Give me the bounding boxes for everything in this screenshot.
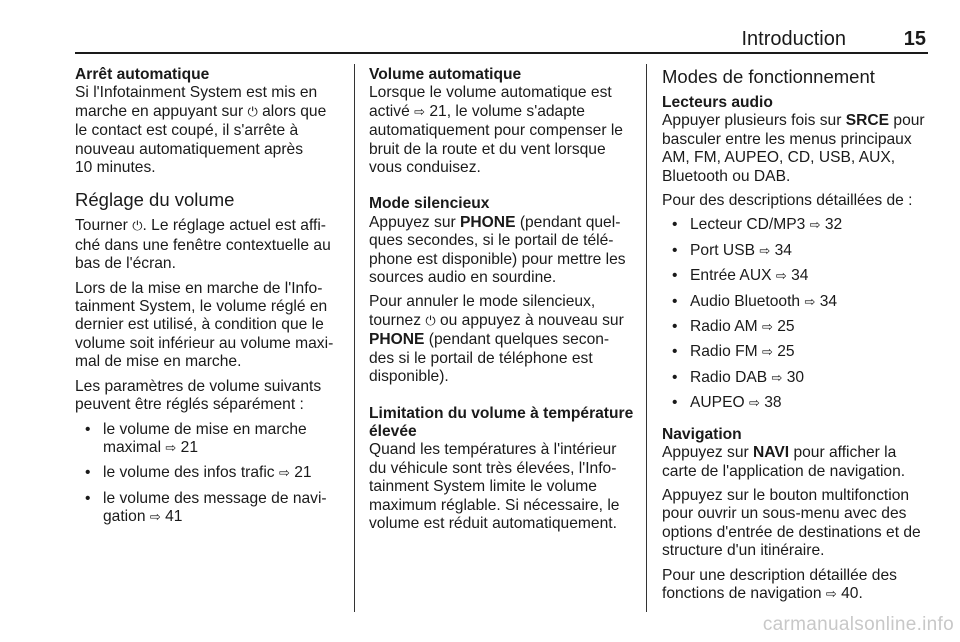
page-reference-arrow-icon: ⇨ xyxy=(278,466,290,482)
power-knob-icon: ⏻ xyxy=(132,219,143,235)
text-line: tainment System, le volume réglé en xyxy=(75,298,328,316)
text-line: pour afficher la xyxy=(789,444,897,462)
list-item xyxy=(662,216,932,235)
page-reference[interactable]: 40 xyxy=(841,584,859,602)
text-line: Lorsque le volume automatique est xyxy=(369,84,612,102)
phone-key-label: PHONE xyxy=(460,213,516,231)
column-1 xyxy=(75,66,345,534)
bullet-icon: • xyxy=(672,318,678,336)
text-line: vous conduisez. xyxy=(369,159,481,177)
page-reference[interactable]: 34 xyxy=(774,241,792,259)
page-reference[interactable]: 25 xyxy=(777,318,795,336)
power-knob-icon: ⏻ xyxy=(425,313,436,329)
text-line: Bluetooth ou DAB. xyxy=(662,167,791,185)
srce-key-label: SRCE xyxy=(845,112,890,130)
text-line: volume est réduit automatiquement. xyxy=(369,514,617,532)
section-heading-reglage: Réglage du volume xyxy=(75,189,235,211)
bullet-icon: • xyxy=(672,241,678,259)
text-line: marche en appuyant sur xyxy=(75,102,248,120)
page-reference[interactable]: 25 xyxy=(777,343,795,361)
subheading-lecteurs: Lecteurs audio xyxy=(662,94,773,111)
bullet-icon: • xyxy=(672,267,678,285)
bullet-icon: • xyxy=(672,216,678,234)
text-line: ché dans une fenêtre contextuelle au xyxy=(75,236,331,254)
text-line: AUPEO xyxy=(690,394,749,412)
text-line: , le volume s'adapte xyxy=(446,102,585,120)
text-line: alors que xyxy=(257,102,327,120)
text-line: automatiquement pour compenser le xyxy=(369,122,623,140)
list-item xyxy=(662,369,932,388)
list-item xyxy=(662,242,932,261)
column-divider xyxy=(354,64,355,612)
text-line: Appuyez sur xyxy=(369,213,461,231)
section-arret xyxy=(75,66,345,177)
power-knob-icon: ⏻ xyxy=(247,104,258,120)
text-line: le contact est coupé, il s'arrête à xyxy=(75,122,299,140)
page-reference[interactable]: 21 xyxy=(294,464,312,482)
phone-key-label: PHONE xyxy=(369,331,425,349)
section-mode-silencieux xyxy=(369,195,639,287)
page-header xyxy=(75,28,928,50)
subheading-volume-auto: Volume automatique xyxy=(369,66,522,83)
section-volume-auto xyxy=(369,66,639,177)
text-line: pour ouvrir un sous-menu avec des xyxy=(662,505,907,523)
page-reference[interactable]: 41 xyxy=(165,508,183,526)
page-reference-arrow-icon: ⇨ xyxy=(748,396,760,412)
text-line: le volume de mise en marche xyxy=(103,420,307,438)
text-line: le volume des infos trafic xyxy=(103,464,279,482)
text-line: Radio DAB xyxy=(690,368,772,386)
list-item xyxy=(75,490,345,528)
bullet-icon: • xyxy=(85,489,91,507)
navi-key-label: NAVI xyxy=(753,444,790,462)
text-line: tainment System limite le volume xyxy=(369,478,597,496)
text-line: bas de l'écran. xyxy=(75,255,176,273)
page-reference-arrow-icon: ⇨ xyxy=(165,440,177,456)
subheading-navigation: Navigation xyxy=(662,425,742,443)
page-reference[interactable]: 38 xyxy=(764,394,782,412)
text-line: carte de l'application de navigation. xyxy=(662,462,906,480)
text-line: pour xyxy=(889,112,925,130)
list-item xyxy=(662,293,932,312)
text-line: activé xyxy=(369,102,415,120)
text-line: bruit de la route et du vent lorsque xyxy=(369,140,606,158)
text-line: 10 minutes. xyxy=(75,159,156,177)
text-line: Radio FM xyxy=(690,343,762,361)
text-line: Quand les températures à l'intérieur xyxy=(369,441,617,459)
page-reference-arrow-icon: ⇨ xyxy=(759,243,771,259)
audio-sources-list xyxy=(662,216,932,413)
text-line: maximum réglable. Si nécessaire, le xyxy=(369,496,620,514)
paragraph-descriptions: Pour des descriptions détaillées de : xyxy=(662,192,913,210)
subheading-arret: Arrêt automatique xyxy=(75,66,210,83)
text-line: Lecteur CD/MP3 xyxy=(690,216,810,234)
paragraph-params xyxy=(75,378,345,415)
page-reference[interactable]: 34 xyxy=(791,267,809,285)
text-line: . Le réglage actuel est affi- xyxy=(142,217,327,235)
text-line: Pour annuler le mode silencieux, xyxy=(369,293,596,311)
page-reference-arrow-icon: ⇨ xyxy=(414,104,425,120)
text-line: Port USB xyxy=(690,241,760,259)
paragraph-lors xyxy=(75,280,345,372)
text-line: des si le portail de téléphone est xyxy=(369,349,593,367)
section-limitation xyxy=(369,405,639,534)
text-line: (pendant quel- xyxy=(515,213,621,231)
text-line: basculer entre les menus principaux xyxy=(662,130,912,148)
bullet-icon: • xyxy=(672,394,678,412)
text-line: Appuyez sur le bouton multifonction xyxy=(662,486,910,504)
text-line: volume soit inférieur au volume maxi- xyxy=(75,334,334,352)
page-reference[interactable]: 21 xyxy=(429,102,447,120)
text-line: gation xyxy=(103,508,150,526)
text-line: ques secondes, si le portail de télé- xyxy=(369,232,614,250)
page-reference-arrow-icon: ⇨ xyxy=(149,510,161,526)
bullet-icon: • xyxy=(85,420,91,438)
column-divider xyxy=(646,64,647,612)
subheading-mode-silencieux: Mode silencieux xyxy=(369,195,490,213)
section-heading-modes: Modes de fonctionnement xyxy=(662,66,875,87)
page-reference[interactable]: 30 xyxy=(786,368,805,386)
section-navigation xyxy=(662,426,932,481)
text-line: (pendant quelques secon- xyxy=(424,331,610,349)
text-line: le volume des message de navi- xyxy=(103,489,327,507)
page-reference[interactable]: 34 xyxy=(819,292,838,310)
text-line: fonctions de navigation xyxy=(662,584,826,602)
text-line: Tourner xyxy=(75,217,133,235)
text-line: phone est disponible) pour mettre les xyxy=(369,250,626,268)
text-line: Appuyer plusieurs fois sur xyxy=(662,112,846,130)
watermark: carmanualsonline.info xyxy=(762,614,954,635)
text-line: Entrée AUX xyxy=(690,267,776,285)
page-reference-arrow-icon: ⇨ xyxy=(761,320,773,336)
page-reference[interactable]: 32 xyxy=(824,216,843,234)
text-line: structure d'un itinéraire. xyxy=(662,542,825,560)
text-line: disponible). xyxy=(369,368,449,386)
text-line: options d'entrée de destinations et de xyxy=(662,523,921,541)
list-item xyxy=(662,343,932,362)
volume-settings-list xyxy=(75,421,345,528)
text-line: sources audio en sourdine. xyxy=(369,269,557,287)
page-reference[interactable]: 21 xyxy=(180,438,198,456)
list-item xyxy=(75,421,345,459)
list-item xyxy=(75,464,345,483)
section-lecteurs xyxy=(662,94,932,186)
list-item xyxy=(662,267,932,286)
paragraph-annuler xyxy=(369,293,639,386)
text-line: Appuyez sur xyxy=(662,444,754,462)
text-line: . xyxy=(858,584,863,602)
bullet-icon: • xyxy=(672,292,678,310)
bullet-icon: • xyxy=(672,368,678,386)
page-reference-arrow-icon: ⇨ xyxy=(804,294,816,310)
page-reference-arrow-icon: ⇨ xyxy=(771,370,783,386)
text-line: peuvent être réglés séparément : xyxy=(75,396,304,414)
page-number: 15 xyxy=(903,28,926,50)
text-line: Si l'Infotainment System est mis en xyxy=(75,84,318,102)
list-item xyxy=(662,394,932,413)
text-line: Audio Bluetooth xyxy=(690,292,805,310)
subheading-limitation: élevée xyxy=(369,422,417,440)
text-line: Lors de la mise en marche de l'Info- xyxy=(75,279,323,297)
column-3 xyxy=(662,66,932,610)
text-line: maximal xyxy=(103,438,166,456)
text-line: Radio AM xyxy=(690,318,762,336)
page-reference-arrow-icon: ⇨ xyxy=(825,586,837,602)
header-rule xyxy=(75,52,928,54)
text-line: du véhicule sont très élevées, l'Info- xyxy=(369,459,617,477)
page-title: Introduction xyxy=(741,28,846,50)
bullet-icon: • xyxy=(672,343,678,361)
bullet-icon: • xyxy=(85,464,91,482)
subheading-limitation: Limitation du volume à température xyxy=(369,404,634,422)
page-reference-arrow-icon: ⇨ xyxy=(775,269,787,285)
text-line: ou appuyez à nouveau sur xyxy=(435,311,624,329)
text-line: tournez xyxy=(369,311,426,329)
paragraph-tourner xyxy=(75,217,345,273)
text-line: AM, FM, AUPEO, CD, USB, AUX, xyxy=(662,149,896,167)
list-item xyxy=(662,318,932,337)
text-line: mal de mise en marche. xyxy=(75,353,242,371)
page-reference-arrow-icon: ⇨ xyxy=(761,345,773,361)
column-2 xyxy=(369,66,639,539)
text-line: Pour une description détaillée des xyxy=(662,566,897,584)
paragraph-description-navigation xyxy=(662,567,932,605)
page-reference-arrow-icon: ⇨ xyxy=(809,218,821,234)
text-line: nouveau automatiquement après xyxy=(75,140,303,158)
text-line: Les paramètres de volume suivants xyxy=(75,377,322,395)
paragraph-multifonction xyxy=(662,487,932,561)
text-line: dernier est utilisé, à condition que le xyxy=(75,316,324,334)
